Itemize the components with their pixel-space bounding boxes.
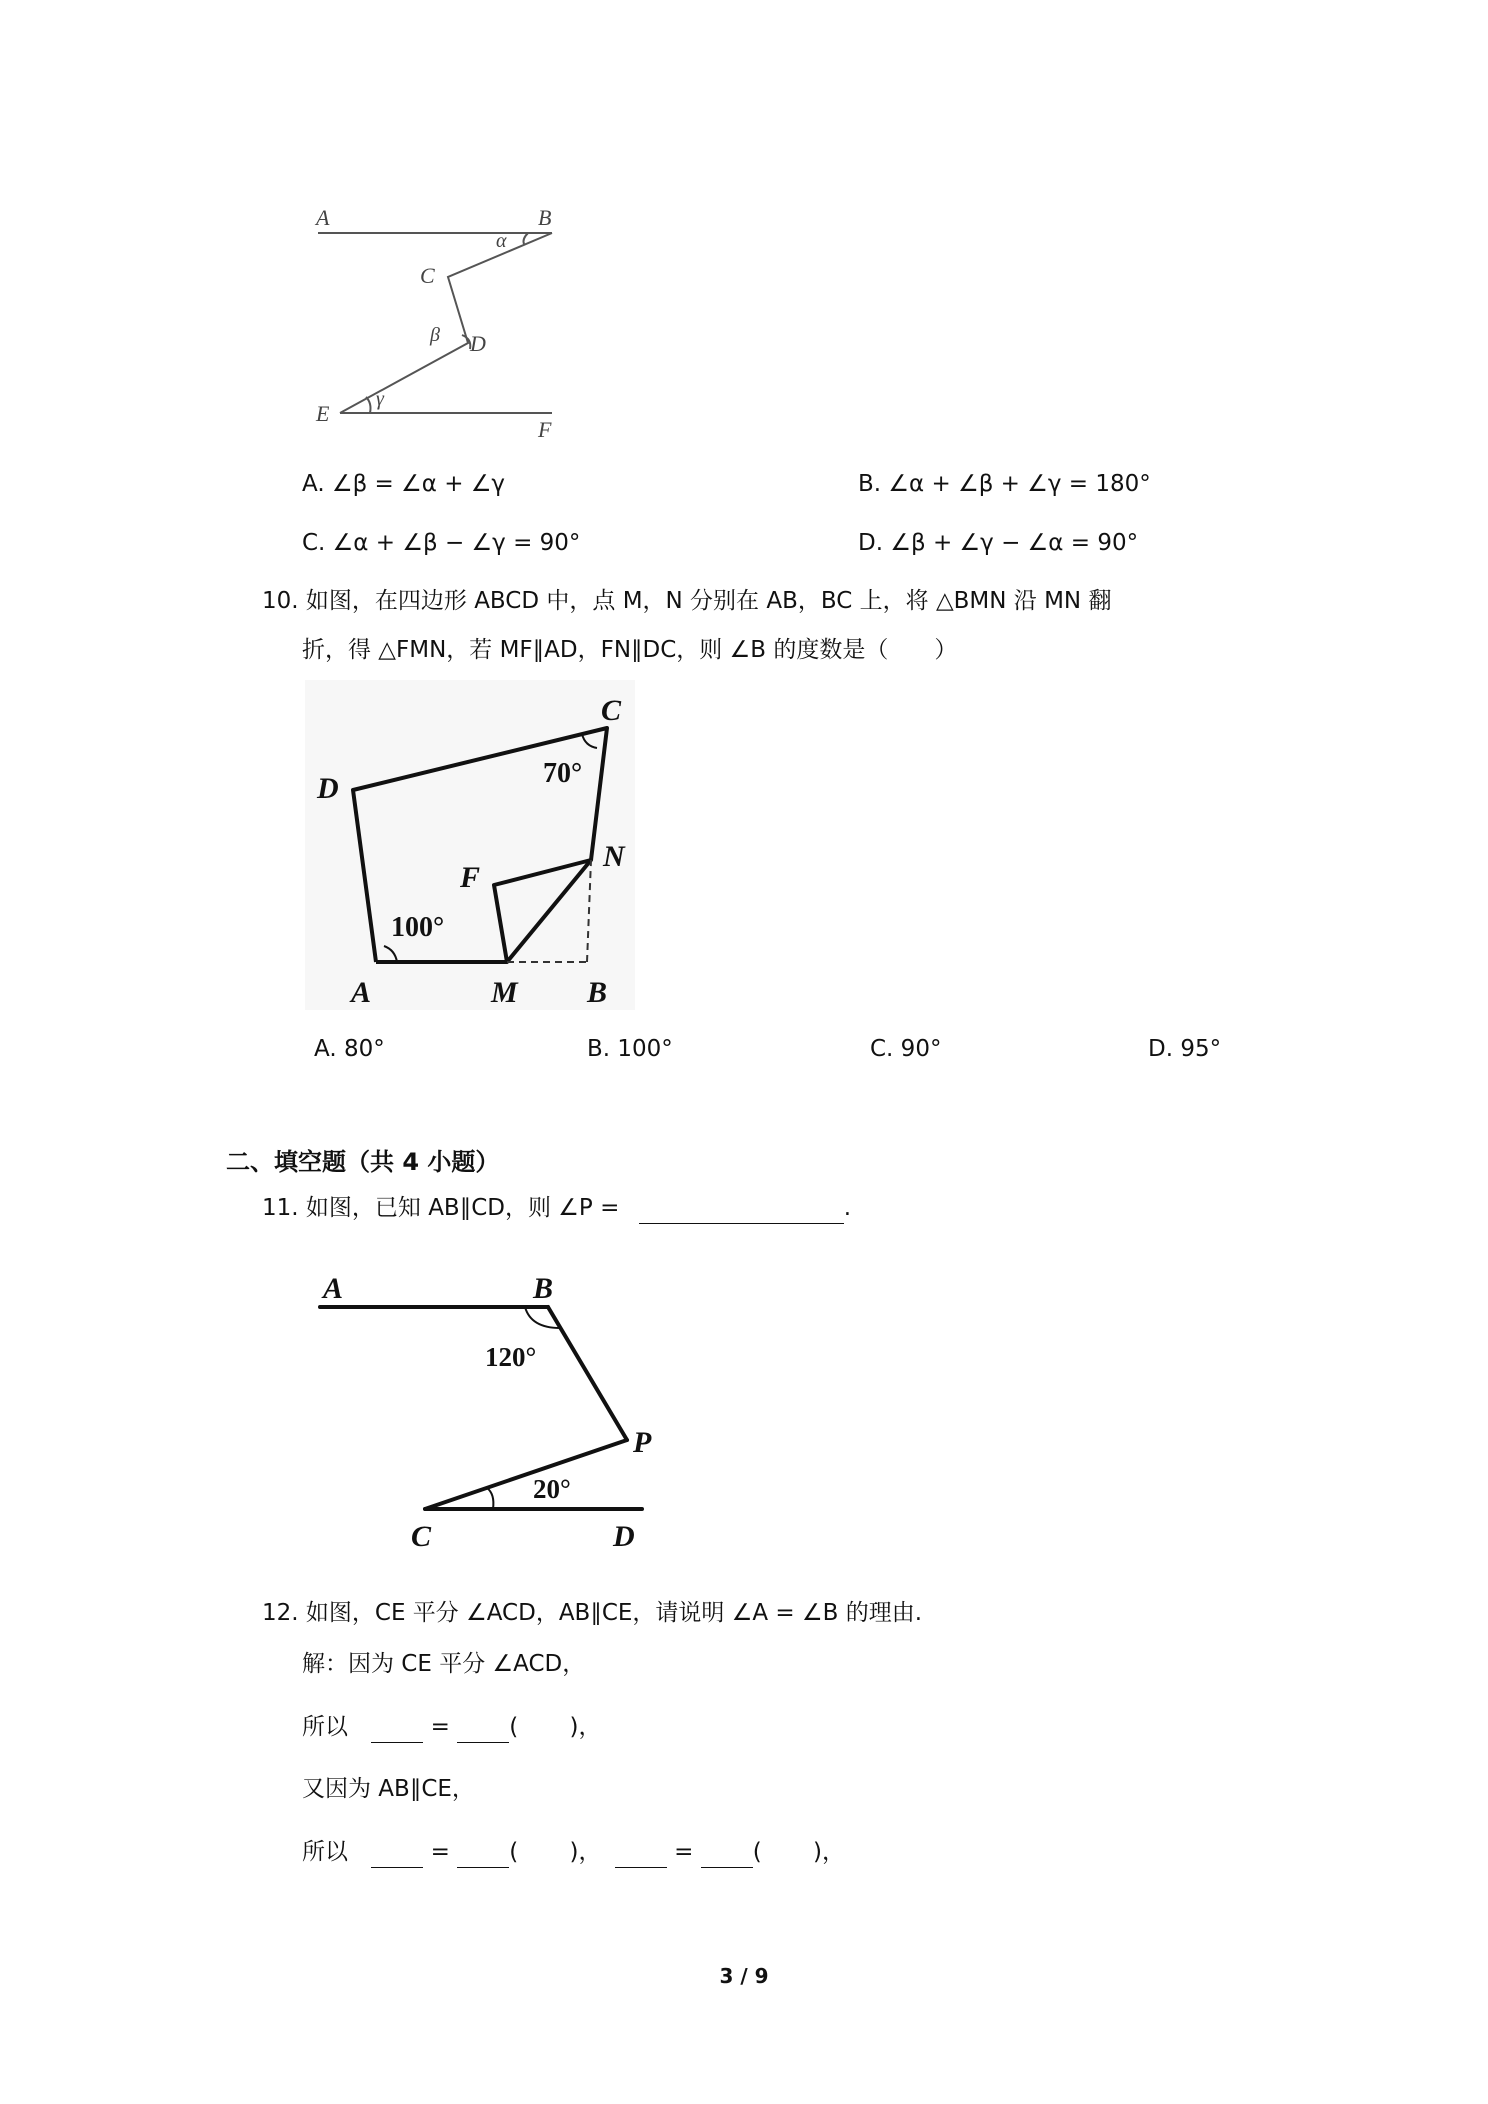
q9-option-a[interactable]: A. ∠β = ∠α + ∠γ (302, 471, 506, 497)
q12-also-line: 又因为 AB∥CE， (302, 1776, 475, 1802)
q11-text: 11. 如图，已知 AB∥CD，则 ∠P = (262, 1195, 620, 1221)
label-angle-c: 20° (533, 1474, 571, 1504)
q9-option-b[interactable]: B. ∠α + ∠β + ∠γ = 180° (858, 471, 1151, 497)
q12-blank-4[interactable] (457, 1843, 509, 1868)
paren-close: )， (813, 1839, 845, 1865)
q9-option-d[interactable]: D. ∠β + ∠γ − ∠α = 90° (858, 530, 1139, 556)
q9-figure (300, 195, 580, 450)
q12-step2 (302, 1836, 845, 1868)
q10-option-b[interactable]: B. 100° (587, 1036, 673, 1062)
q12-solution-line1: 解：因为 CE 平分 ∠ACD， (302, 1651, 586, 1677)
q10-figure (305, 680, 635, 1010)
paren-close: )， (569, 1714, 602, 1740)
section-title: 二、填空题（共 4 小题） (226, 1148, 500, 1176)
label-angle-a: 100° (391, 912, 445, 943)
q11-stem (262, 1192, 851, 1224)
q10-stem-line2: 折，得 △FMN，若 MF∥AD，FN∥DC，则 ∠B 的度数是（ ） (302, 637, 958, 663)
label-a: A (323, 1272, 344, 1305)
equals-sign: = (674, 1839, 694, 1865)
alpha-arc (524, 233, 529, 244)
label-d: D (470, 331, 486, 356)
label-c: C (420, 263, 435, 288)
label-p: P (633, 1426, 652, 1459)
label-e: E (316, 401, 330, 426)
q10-stem-line1: 10. 如图，在四边形 ABCD 中，点 M，N 分别在 AB，BC 上，将 △BMN 沿 MN 翻 (262, 588, 1112, 614)
q10-option-c[interactable]: C. 90° (870, 1036, 942, 1062)
label-d: D (317, 772, 339, 805)
label-f: F (538, 417, 552, 442)
label-alpha: α (496, 230, 507, 252)
so-label: 所以 (302, 1714, 348, 1740)
q9-option-c[interactable]: C. ∠α + ∠β − ∠γ = 90° (302, 530, 581, 556)
zigzag-bcde (340, 233, 552, 413)
label-b: B (538, 205, 552, 230)
paren-open: ( (509, 1839, 519, 1865)
label-gamma: γ (376, 388, 384, 410)
q11-period: . (843, 1195, 851, 1221)
q10-option-d[interactable]: D. 95° (1148, 1036, 1222, 1062)
q12-blank-6[interactable] (701, 1843, 753, 1868)
label-beta: β (430, 324, 440, 346)
q11-figure (315, 1262, 675, 1552)
label-f: F (460, 861, 481, 894)
label-angle-c: 70° (543, 758, 583, 789)
q12-step1 (302, 1711, 602, 1743)
equals-sign: = (430, 1839, 450, 1865)
label-d: D (613, 1520, 635, 1552)
angle-c-arc (487, 1488, 493, 1509)
label-m: M (491, 976, 518, 1009)
equals-sign: = (430, 1714, 450, 1740)
paren-open: ( (752, 1839, 762, 1865)
page-number: 3 / 9 (719, 1964, 769, 1988)
label-angle-b: 120° (485, 1342, 537, 1372)
q12-reason-2[interactable] (526, 1844, 570, 1868)
q12-stem: 12. 如图，CE 平分 ∠ACD，AB∥CE，请说明 ∠A = ∠B 的理由. (262, 1600, 923, 1626)
q11-answer-blank[interactable] (639, 1199, 844, 1224)
label-a: A (351, 976, 372, 1009)
label-c: C (601, 694, 622, 727)
paren-close: )， (569, 1839, 602, 1865)
q12-blank-3[interactable] (371, 1843, 423, 1868)
q10-option-a[interactable]: A. 80° (314, 1036, 385, 1062)
label-a: A (316, 205, 330, 230)
paren-open: ( (509, 1714, 519, 1740)
q12-blank-1[interactable] (371, 1718, 423, 1743)
label-c: C (411, 1520, 432, 1552)
q12-blank-5[interactable] (615, 1843, 667, 1868)
label-n: N (603, 840, 625, 873)
label-b: B (533, 1272, 554, 1305)
label-b: B (587, 976, 608, 1009)
q12-blank-2[interactable] (457, 1718, 509, 1743)
so-label: 所以 (302, 1839, 348, 1865)
q12-reason-3[interactable] (769, 1844, 813, 1868)
segment-bp (548, 1307, 627, 1440)
q12-reason-1[interactable] (526, 1719, 570, 1743)
segment-pc (425, 1440, 627, 1509)
